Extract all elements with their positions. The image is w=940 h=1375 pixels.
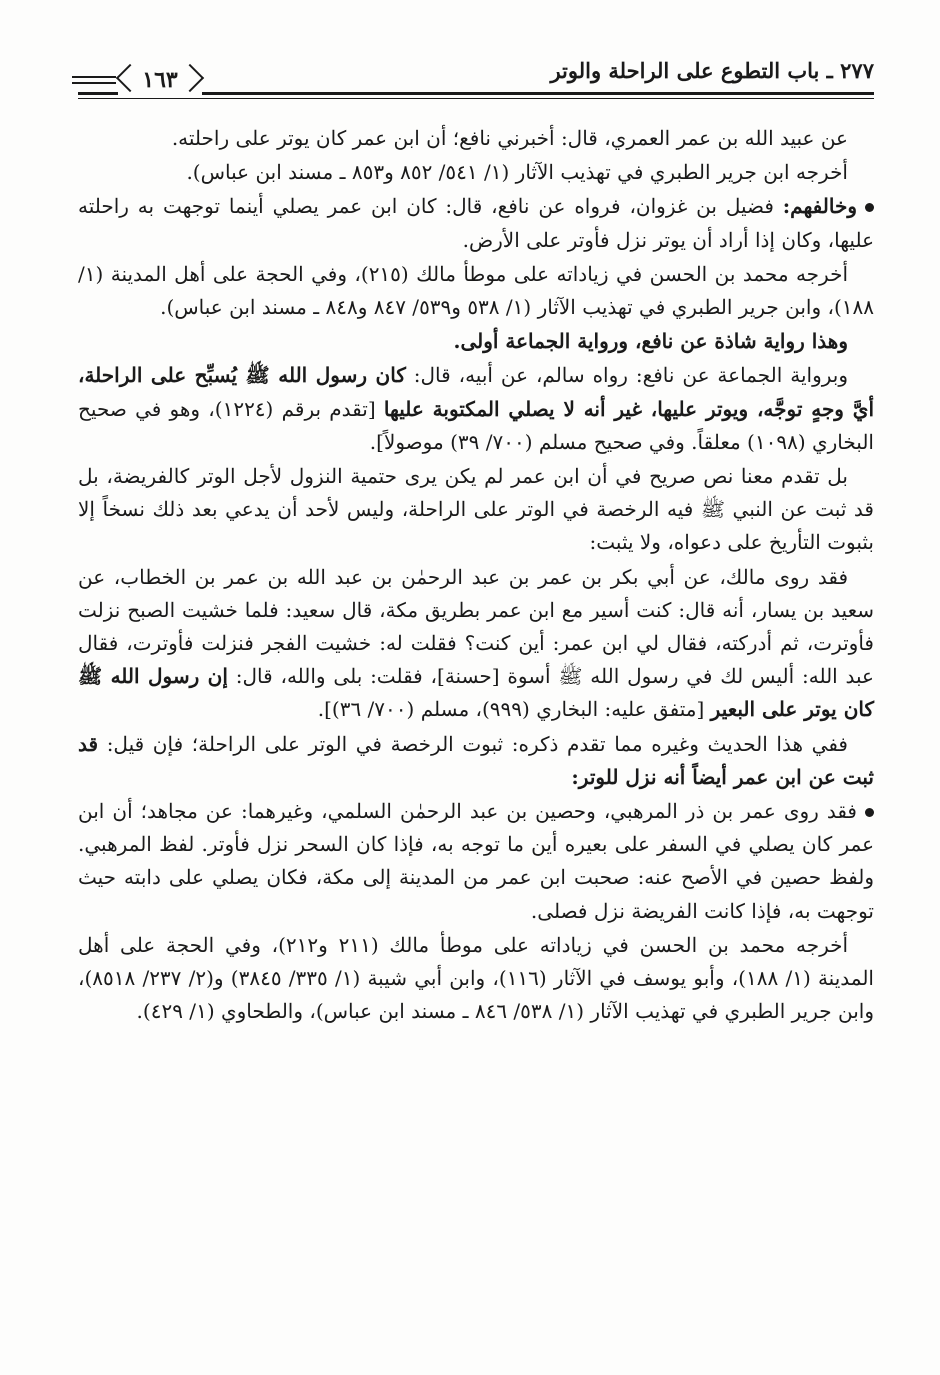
- hadith-text: إن رسول الله ﷺ كان يوتر على البعير: [78, 664, 874, 722]
- page-number: ١٦٣: [142, 67, 178, 93]
- paragraph: أخرجه محمد بن الحسن في زياداته على موطأ مالك (٢١٥)، وفي الحجة على أهل المدينة (١/ ١٨٨)، وابن جرير الطبري في تهذيب الآثار (١/ ٥٣٨ و٥٣٩/ ٨٤٧ و٨٤٨ ـ مسند ابن عباس).: [78, 261, 874, 320]
- bold-question: قد ثبت عن ابن عمر أيضاً أنه نزل للوتر:: [78, 731, 874, 789]
- paragraph: أخرجه ابن جرير الطبري في تهذيب الآثار (١/ ٥٤١/ ٨٥٢ و٨٥٣ ـ مسند ابن عباس).: [186, 160, 848, 185]
- paragraph: بل تقدم معنا نص صريح في أن ابن عمر لم يكن يرى حتمية النزول لأجل الوتر كالفريضة، بل قد ثبت عن النبي ﷺ فيه الرخصة في الوتر على الراحلة، وليس لأحد أن يدعي بعد ذلك نسخاً إلا بثبوت التأريخ على دعواه، ولا يثبت:: [78, 464, 874, 555]
- bullet-paragraph: فقد روى عمر بن ذر المرهبي، وحصين بن عبد الرحمٰن السلمي، وغيرهما: عن مجاهد؛ أن ابن عمر كان يصلي في السفر على بعيره أين ما توجه به، فإذا كان السحر نزل فأوتر. لفظ المرهبي. ولفظ حصين في الأصح عنه: صحبت ابن عمر من المدينة إلى مكة، فكان يصلي على دابته حيث توجهت به، فإذا كانت الفريضة نزل فصلى.: [78, 799, 875, 923]
- bullet-icon: [865, 203, 874, 212]
- paragraph: وبرواية الجماعة عن نافع: رواه سالم، عن أبيه، قال: كان رسول الله ﷺ يُسبِّح على الراحلة، أيَّ وجهٍ توجَّه، ويوتر عليها، غير أنه لا يصلي المكتوبة عليها [تقدم برقم (١٢٢٤)، وهو في صحيح البخاري (١٠٩٨) معلقاً. وفي صحيح مسلم (٧٠٠/ ٣٩) موصولاً].: [78, 363, 875, 454]
- paragraph: أخرجه محمد بن الحسن في زياداته على موطأ مالك (٢١١ و٢١٢)، وفي الحجة على أهل المدينة (١/ ١٨٨)، وأبو يوسف في الآثار (١١٦)، وابن أبي شيبة (١/ ٣٣٥/ ٣٨٤٥) و(٢/ ٢٣٧/ ٨٥١٨)، وابن جرير الطبري في تهذيب الآثار (١/ ٥٣٨/ ٨٤٦ ـ مسند ابن عباس)، والطحاوي (١/ ٤٢٩).: [78, 932, 874, 1024]
- header-rule-thin: [78, 98, 874, 99]
- hadith-text: كان رسول الله ﷺ يُسبِّح على الراحلة، أيَّ وجهٍ توجَّه، ويوتر عليها، غير أنه لا يصلي المكتوبة عليها: [78, 363, 875, 421]
- running-header: [78, 54, 874, 100]
- bullet-paragraph: وخالفهم: فضيل بن غزوان، فرواه عن نافع، قال: كان ابن عمر يصلي أينما توجهت به راحلته عليها، وكان إذا أراد أن يوتر نزل فأوتر على الأرض.: [78, 194, 874, 252]
- chapter-title: ٢٧٧ ـ باب التطوع على الراحلة والوتر: [550, 58, 874, 83]
- bold-statement: وهذا رواية شاذة عن نافع، ورواية الجماعة أولى.: [453, 329, 848, 354]
- page-body: [78, 122, 874, 1029]
- bullet-icon: [865, 808, 874, 817]
- paragraph: فقد روى مالك، عن أبي بكر بن عمر بن عبد الرحمٰن بن عبد الله بن عمر بن الخطاب، عن سعيد بن يسار، أنه قال: كنت أسير مع ابن عمر بطريق مكة، قال سعيد: فلما خشيت الصبح نزلت فأوترت، ثم أدركته، فقال لي ابن عمر: أين كنت؟ فقلت له: خشيت الفجر فنزلت فأوترت، فقال عبد الله: أليس لك في رسول الله ﷺ أسوة [حسنة]، فقلت: بلى والله، قال: إن رسول الله ﷺ كان يوتر على البعير [متفق عليه: البخاري (٩٩٩)، مسلم (٧٠٠/ ٣٦)].: [78, 564, 874, 722]
- paragraph: ففي هذا الحديث وغيره مما تقدم ذكره: ثبوت الرخصة في الوتر على الراحلة؛ فإن قيل: قد ثبت عن ابن عمر أيضاً أنه نزل للوتر:: [78, 731, 874, 789]
- page-number-frame: [118, 64, 202, 96]
- header-ornament: [72, 76, 116, 88]
- bold-lead: وخالفهم:: [782, 194, 858, 219]
- paragraph: عن عبيد الله بن عمر العمري، قال: أخبرني نافع؛ أن ابن عمر كان يوتر على راحلته.: [171, 126, 848, 150]
